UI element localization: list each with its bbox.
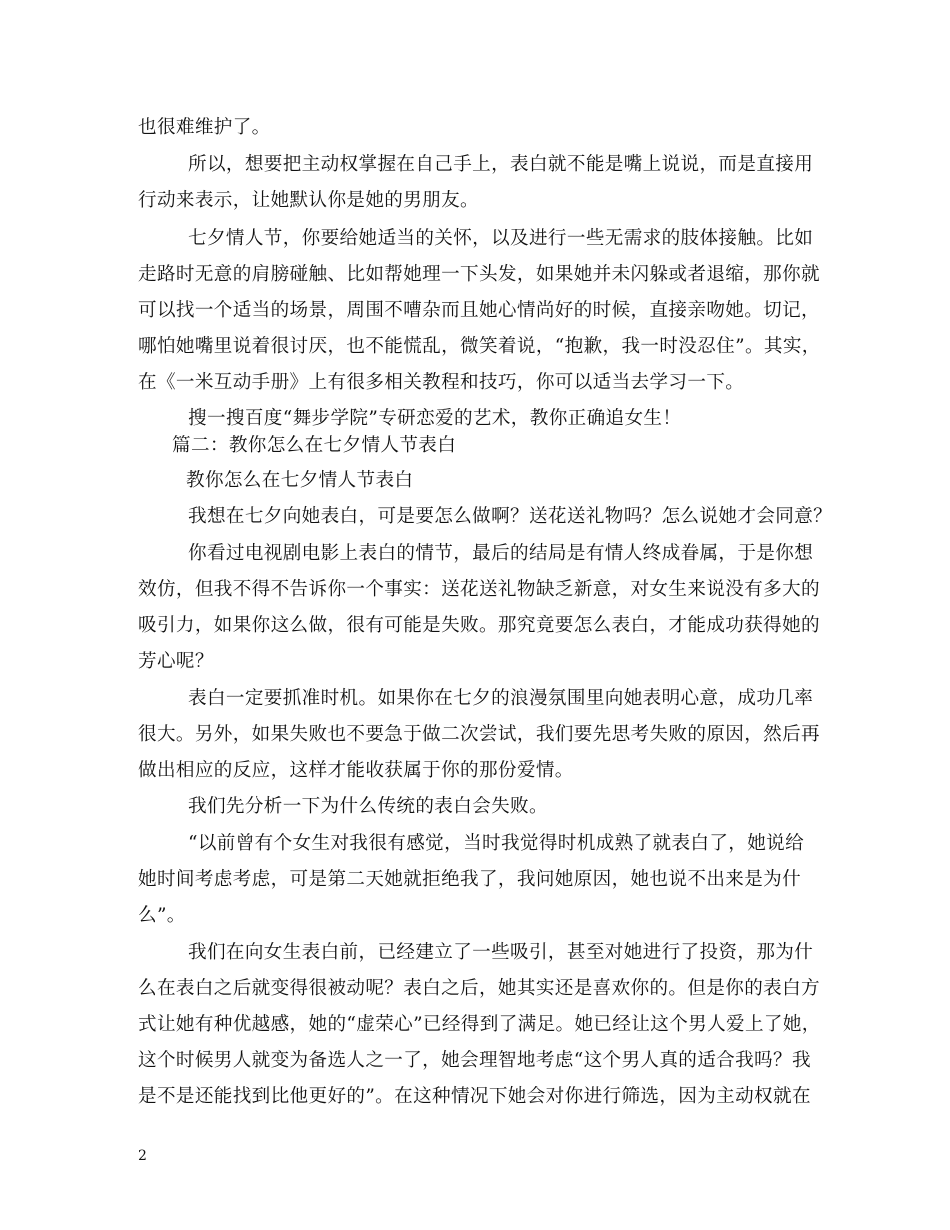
- text-line: 走路时无意的肩膀碰触、比如帮她理一下头发，如果她并未闪躲或者退缩，那你就: [138, 264, 820, 285]
- text-line: “以前曾有个女生对我很有感觉，当时我觉得时机成熟了就表白了，她说给: [188, 833, 805, 854]
- text-line: 效仿，但我不得不告诉你一个事实：送花送礼物缺乏新意，对女生来说没有多大的: [138, 579, 820, 600]
- text-line: 是不是还能找到比他更好的”。在这种情况下她会对你进行筛选，因为主动权就在: [138, 1086, 811, 1107]
- text-line: 么”。: [138, 905, 186, 926]
- text-line: 表白一定要抓准时机。如果你在七夕的浪漫氛围里向她表明心意，成功几率: [188, 688, 814, 709]
- text-line: 在《一米互动手册》上有很多相关教程和技巧，你可以适当去学习一下。: [138, 372, 745, 393]
- text-line: 也很难维护了。: [138, 117, 271, 138]
- text-line: 做出相应的反应，这样才能收获属于你的那份爱情。: [138, 760, 574, 781]
- text-line: 这个时候男人就变为备选人之一了，她会理智地考虑“这个男人真的适合我吗？我: [138, 1050, 811, 1071]
- text-line: 所以，想要把主动权掌握在自己手上，表白就不能是嘴上说说，而是直接用: [188, 154, 814, 175]
- text-line: 可以找一个适当的场景，周围不嘈杂而且她心情尚好的时候，直接亲吻她。切记，: [138, 300, 820, 321]
- section-heading: 篇二：教你怎么在七夕情人节表白: [172, 435, 457, 456]
- text-line: 她时间考虑考虑，可是第二天她就拒绝我了，我问她原因，她也说不出来是为什: [138, 869, 802, 890]
- page-number: 2: [138, 1148, 147, 1164]
- text-line: 吸引力，如果你这么做，很有可能是失败。那究竟要怎么表白，才能成功获得她的: [138, 615, 820, 636]
- text-line: 我想在七夕向她表白，可是要怎么做啊？送花送礼物吗？怎么说她才会同意？: [188, 506, 833, 527]
- section-title: 教你怎么在七夕情人节表白: [186, 470, 414, 491]
- text-line: 行动来表示，让她默认你是她的男朋友。: [138, 190, 479, 211]
- text-line: 你看过电视剧电影上表白的情节，最后的结局是有情人终成眷属，于是你想: [188, 543, 814, 564]
- text-line: 搜一搜百度“舞步学院”专研恋爱的艺术，教你正确追女生！: [188, 408, 682, 429]
- text-line: 式让她有种优越感，她的“虚荣心”已经得到了满足。她已经让这个男人爱上了她，: [138, 1014, 821, 1035]
- text-line: 很大。另外，如果失败也不要急于做二次尝试，我们要先思考失败的原因，然后再: [138, 724, 820, 745]
- text-line: 哪怕她嘴里说着很讨厌，也不能慌乱，微笑着说，“抱歉，我一时没忍住”。其实，: [138, 336, 821, 357]
- text-line: 芳心呢？: [138, 651, 214, 672]
- text-line: 七夕情人节，你要给她适当的关怀，以及进行一些无需求的肢体接触。比如: [188, 228, 814, 249]
- text-line: 么在表白之后就变得很被动呢？表白之后，她其实还是喜欢你的。但是你的表白方: [138, 978, 820, 999]
- text-line: 我们先分析一下为什么传统的表白会失败。: [188, 796, 548, 817]
- text-line: 我们在向女生表白前，已经建立了一些吸引，甚至对她进行了投资，那为什: [188, 942, 814, 963]
